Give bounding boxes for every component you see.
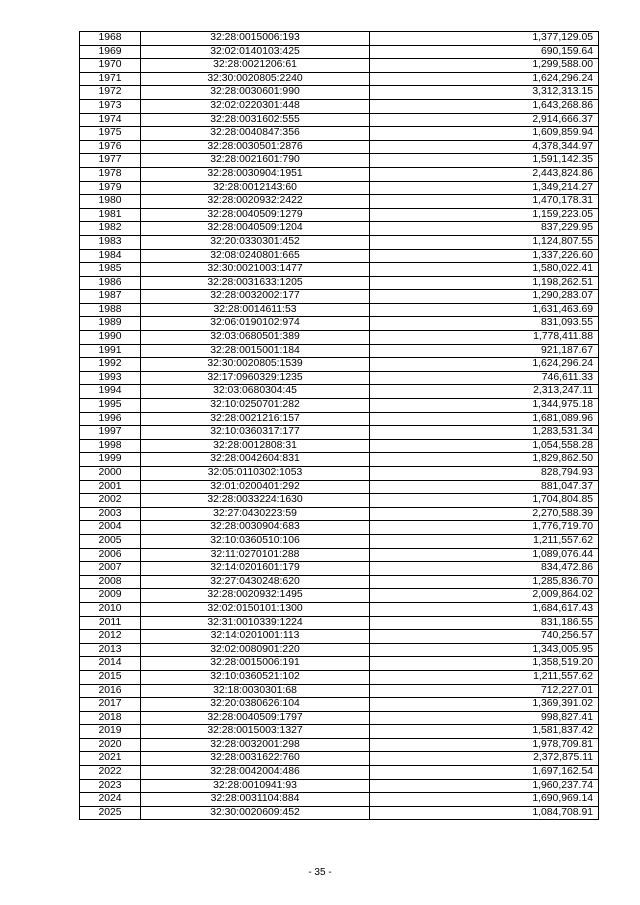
table-row (80, 589, 599, 603)
row-number-cell: 2012 (80, 630, 141, 644)
table-row (80, 439, 599, 453)
value-cell: 1,580,022.41 (370, 263, 599, 277)
table-row (80, 698, 599, 712)
value-cell: 1,084,708.91 (370, 806, 599, 820)
value-cell: 712,227.01 (370, 684, 599, 698)
value-cell: 1,285,836.70 (370, 575, 599, 589)
cadastral-number-cell: 32:02:0080901:220 (141, 643, 370, 657)
table-row (80, 575, 599, 589)
value-cell: 1,829,862.50 (370, 453, 599, 467)
value-cell: 1,704,804.85 (370, 494, 599, 508)
value-cell: 1,624,296.24 (370, 358, 599, 372)
value-cell: 1,124,807.55 (370, 235, 599, 249)
table-row (80, 602, 599, 616)
row-number-cell: 2005 (80, 534, 141, 548)
row-number-cell: 1998 (80, 439, 141, 453)
cadastral-number-cell: 32:11:0270101:288 (141, 548, 370, 562)
table-row (80, 630, 599, 644)
value-cell: 1,343,005.95 (370, 643, 599, 657)
value-cell: 740,256.57 (370, 630, 599, 644)
row-number-cell: 2002 (80, 494, 141, 508)
row-number-cell: 2006 (80, 548, 141, 562)
cadastral-number-cell: 32:28:0031633:1205 (141, 276, 370, 290)
value-cell: 1,591,142.35 (370, 154, 599, 168)
row-number-cell: 2008 (80, 575, 141, 589)
cadastral-number-cell: 32:28:0015003:1327 (141, 725, 370, 739)
row-number-cell: 1987 (80, 290, 141, 304)
table-row (80, 208, 599, 222)
table-row (80, 806, 599, 820)
cadastral-number-cell: 32:14:0201001:113 (141, 630, 370, 644)
cadastral-number-cell: 32:28:0012808:31 (141, 439, 370, 453)
value-cell: 1,054,558.28 (370, 439, 599, 453)
value-cell: 1,349,214.27 (370, 181, 599, 195)
table-row (80, 480, 599, 494)
table-row (80, 562, 599, 576)
row-number-cell: 1992 (80, 358, 141, 372)
cadastral-number-cell: 32:02:0150101:1300 (141, 602, 370, 616)
row-number-cell: 1974 (80, 113, 141, 127)
value-cell: 1,581,837.42 (370, 725, 599, 739)
row-number-cell: 1997 (80, 426, 141, 440)
table-row (80, 752, 599, 766)
table-row (80, 766, 599, 780)
row-number-cell: 2013 (80, 643, 141, 657)
table-row (80, 86, 599, 100)
table-row (80, 127, 599, 141)
table-row (80, 453, 599, 467)
row-number-cell: 1988 (80, 303, 141, 317)
row-number-cell: 1976 (80, 140, 141, 154)
value-cell: 1,778,411.88 (370, 331, 599, 345)
value-cell: 2,270,588.39 (370, 507, 599, 521)
row-number-cell: 1979 (80, 181, 141, 195)
table-row (80, 303, 599, 317)
value-cell: 1,211,557.62 (370, 670, 599, 684)
row-number-cell: 1993 (80, 371, 141, 385)
row-number-cell: 2018 (80, 711, 141, 725)
value-cell: 1,470,178.31 (370, 195, 599, 209)
row-number-cell: 1969 (80, 45, 141, 59)
table-row (80, 195, 599, 209)
table-row (80, 738, 599, 752)
table-row (80, 534, 599, 548)
cadastral-number-cell: 32:02:0220301:448 (141, 99, 370, 113)
row-number-cell: 2025 (80, 806, 141, 820)
cadastral-number-cell: 32:28:0020932:2422 (141, 195, 370, 209)
cadastral-number-cell: 32:20:0380626:104 (141, 698, 370, 712)
cadastral-number-cell: 32:28:0040509:1279 (141, 208, 370, 222)
row-number-cell: 1994 (80, 385, 141, 399)
cadastral-number-cell: 32:28:0014611:53 (141, 303, 370, 317)
cadastral-number-cell: 32:28:0033224:1630 (141, 494, 370, 508)
value-cell: 1,283,531.34 (370, 426, 599, 440)
row-number-cell: 1972 (80, 86, 141, 100)
cadastral-number-cell: 32:28:0030501:2876 (141, 140, 370, 154)
table-row (80, 290, 599, 304)
table-row (80, 399, 599, 413)
row-number-cell: 2015 (80, 670, 141, 684)
cadastral-number-cell: 32:10:0360521:102 (141, 670, 370, 684)
row-number-cell: 1977 (80, 154, 141, 168)
table-row (80, 385, 599, 399)
cadastral-number-cell: 32:28:0021206:61 (141, 59, 370, 73)
row-number-cell: 2022 (80, 766, 141, 780)
row-number-cell: 2021 (80, 752, 141, 766)
row-number-cell: 2017 (80, 698, 141, 712)
value-cell: 3,312,313.15 (370, 86, 599, 100)
value-cell: 1,624,296.24 (370, 72, 599, 86)
value-cell: 2,372,875.11 (370, 752, 599, 766)
table-row (80, 32, 599, 46)
row-number-cell: 1989 (80, 317, 141, 331)
row-number-cell: 1975 (80, 127, 141, 141)
table-row (80, 99, 599, 113)
cadastral-number-cell: 32:28:0030601:990 (141, 86, 370, 100)
row-number-cell: 2009 (80, 589, 141, 603)
table-row (80, 507, 599, 521)
cadastral-number-cell: 32:28:0032002:177 (141, 290, 370, 304)
cadastral-number-cell: 32:08:0240801:665 (141, 249, 370, 263)
cadastral-number-cell: 32:30:0020805:2240 (141, 72, 370, 86)
value-cell: 1,299,588.00 (370, 59, 599, 73)
value-cell: 746,611.33 (370, 371, 599, 385)
cadastral-number-cell: 32:28:0040509:1797 (141, 711, 370, 725)
cadastral-number-cell: 32:28:0012143:60 (141, 181, 370, 195)
table-row (80, 72, 599, 86)
cadastral-number-cell: 32:14:0201601:179 (141, 562, 370, 576)
cadastral-number-cell: 32:28:0015006:191 (141, 657, 370, 671)
table-row (80, 494, 599, 508)
value-cell: 1,681,089.96 (370, 412, 599, 426)
value-cell: 1,198,262.51 (370, 276, 599, 290)
cadastral-number-cell: 32:30:0020805:1539 (141, 358, 370, 372)
row-number-cell: 1978 (80, 167, 141, 181)
cadastral-number-cell: 32:28:0021601:790 (141, 154, 370, 168)
table-row (80, 467, 599, 481)
table-row (80, 181, 599, 195)
value-cell: 1,159,223.05 (370, 208, 599, 222)
table-row (80, 643, 599, 657)
cadastral-number-cell: 32:30:0021003:1477 (141, 263, 370, 277)
row-number-cell: 1996 (80, 412, 141, 426)
table-row (80, 167, 599, 181)
row-number-cell: 2000 (80, 467, 141, 481)
value-cell: 2,914,666.37 (370, 113, 599, 127)
row-number-cell: 1985 (80, 263, 141, 277)
row-number-cell: 2014 (80, 657, 141, 671)
value-cell: 1,690,969.14 (370, 793, 599, 807)
value-cell: 1,337,226.60 (370, 249, 599, 263)
table-row (80, 317, 599, 331)
table-row (80, 45, 599, 59)
table-row (80, 59, 599, 73)
value-cell: 1,211,557.62 (370, 534, 599, 548)
value-cell: 1,609,859.94 (370, 127, 599, 141)
table-row (80, 235, 599, 249)
row-number-cell: 1983 (80, 235, 141, 249)
cadastral-number-cell: 32:30:0020609:452 (141, 806, 370, 820)
table-body (80, 32, 599, 820)
table-row (80, 331, 599, 345)
value-cell: 1,358,519.20 (370, 657, 599, 671)
value-cell: 1,290,283.07 (370, 290, 599, 304)
cadastral-number-cell: 32:17:0960329:1235 (141, 371, 370, 385)
table-row (80, 657, 599, 671)
row-number-cell: 2004 (80, 521, 141, 535)
cadastral-number-cell: 32:28:0020932:1495 (141, 589, 370, 603)
cadastral-number-cell: 32:28:0030904:683 (141, 521, 370, 535)
cadastral-number-cell: 32:28:0031104:884 (141, 793, 370, 807)
cadastral-number-cell: 32:10:0250701:282 (141, 399, 370, 413)
value-cell: 921,187.67 (370, 344, 599, 358)
value-cell: 690,159.64 (370, 45, 599, 59)
cadastral-number-cell: 32:03:0680501:389 (141, 331, 370, 345)
value-cell: 4,378,344.97 (370, 140, 599, 154)
row-number-cell: 2016 (80, 684, 141, 698)
row-number-cell: 1995 (80, 399, 141, 413)
cadastral-number-cell: 32:28:0042004:486 (141, 766, 370, 780)
value-cell: 1,643,268.86 (370, 99, 599, 113)
cadastral-number-cell: 32:01:0200401:292 (141, 480, 370, 494)
value-cell: 2,313,247.11 (370, 385, 599, 399)
table-row (80, 154, 599, 168)
cadastral-number-cell: 32:10:0360317:177 (141, 426, 370, 440)
value-cell: 1,776,719.70 (370, 521, 599, 535)
table-row (80, 616, 599, 630)
table-row (80, 426, 599, 440)
table-row (80, 521, 599, 535)
cadastral-number-cell: 32:27:0430223:59 (141, 507, 370, 521)
value-cell: 998,827.41 (370, 711, 599, 725)
cadastral-number-cell: 32:05:0110302:1053 (141, 467, 370, 481)
cadastral-number-cell: 32:02:0140103:425 (141, 45, 370, 59)
table-row (80, 779, 599, 793)
value-cell: 881,047.37 (370, 480, 599, 494)
table-row (80, 684, 599, 698)
value-cell: 831,093.55 (370, 317, 599, 331)
table-row (80, 344, 599, 358)
data-table (79, 31, 599, 820)
cadastral-number-cell: 32:03:0680304:45 (141, 385, 370, 399)
row-number-cell: 2020 (80, 738, 141, 752)
row-number-cell: 1986 (80, 276, 141, 290)
cadastral-number-cell: 32:28:0030904:1951 (141, 167, 370, 181)
cadastral-number-cell: 32:28:0032001:298 (141, 738, 370, 752)
row-number-cell: 1981 (80, 208, 141, 222)
value-cell: 1,377,129.05 (370, 32, 599, 46)
table-row (80, 412, 599, 426)
value-cell: 1,697,162.54 (370, 766, 599, 780)
row-number-cell: 1968 (80, 32, 141, 46)
table-row (80, 113, 599, 127)
row-number-cell: 1984 (80, 249, 141, 263)
row-number-cell: 1973 (80, 99, 141, 113)
value-cell: 1,369,391.02 (370, 698, 599, 712)
cadastral-number-cell: 32:28:0040509:1204 (141, 222, 370, 236)
table-row (80, 222, 599, 236)
table-row (80, 725, 599, 739)
cadastral-number-cell: 32:28:0031622:760 (141, 752, 370, 766)
value-cell: 831,186.55 (370, 616, 599, 630)
row-number-cell: 2019 (80, 725, 141, 739)
table-row (80, 670, 599, 684)
value-cell: 2,009,864.02 (370, 589, 599, 603)
row-number-cell: 1980 (80, 195, 141, 209)
table-row (80, 358, 599, 372)
page-number: - 35 - (308, 867, 332, 878)
row-number-cell: 2010 (80, 602, 141, 616)
value-cell: 834,472.86 (370, 562, 599, 576)
row-number-cell: 2003 (80, 507, 141, 521)
value-cell: 1,684,617.43 (370, 602, 599, 616)
row-number-cell: 1970 (80, 59, 141, 73)
value-cell: 1,978,709.81 (370, 738, 599, 752)
row-number-cell: 2001 (80, 480, 141, 494)
row-number-cell: 1971 (80, 72, 141, 86)
cadastral-number-cell: 32:31:0010339:1224 (141, 616, 370, 630)
row-number-cell: 2007 (80, 562, 141, 576)
table-row (80, 711, 599, 725)
table-row (80, 548, 599, 562)
cadastral-number-cell: 32:28:0031602:555 (141, 113, 370, 127)
row-number-cell: 2011 (80, 616, 141, 630)
table-row (80, 249, 599, 263)
row-number-cell: 1999 (80, 453, 141, 467)
value-cell: 1,344,975.18 (370, 399, 599, 413)
table-row (80, 276, 599, 290)
value-cell: 837,229.95 (370, 222, 599, 236)
row-number-cell: 1991 (80, 344, 141, 358)
row-number-cell: 2023 (80, 779, 141, 793)
row-number-cell: 1990 (80, 331, 141, 345)
row-number-cell: 1982 (80, 222, 141, 236)
value-cell: 1,631,463.69 (370, 303, 599, 317)
value-cell: 1,960,237.74 (370, 779, 599, 793)
cadastral-number-cell: 32:10:0360510:106 (141, 534, 370, 548)
cadastral-number-cell: 32:28:0040847:356 (141, 127, 370, 141)
table-row (80, 263, 599, 277)
value-cell: 1,089,076.44 (370, 548, 599, 562)
table-row (80, 140, 599, 154)
cadastral-number-cell: 32:28:0010941:93 (141, 779, 370, 793)
table-row (80, 793, 599, 807)
table-row (80, 371, 599, 385)
cadastral-number-cell: 32:06:0190102:974 (141, 317, 370, 331)
cadastral-number-cell: 32:27:0430248:620 (141, 575, 370, 589)
value-cell: 2,443,824.86 (370, 167, 599, 181)
cadastral-number-cell: 32:20:0330301:452 (141, 235, 370, 249)
cadastral-number-cell: 32:28:0015001:184 (141, 344, 370, 358)
cadastral-number-cell: 32:28:0015006:193 (141, 32, 370, 46)
value-cell: 828,794.93 (370, 467, 599, 481)
cadastral-number-cell: 32:28:0042604:831 (141, 453, 370, 467)
cadastral-number-cell: 32:18:0030301:68 (141, 684, 370, 698)
row-number-cell: 2024 (80, 793, 141, 807)
cadastral-number-cell: 32:28:0021216:157 (141, 412, 370, 426)
